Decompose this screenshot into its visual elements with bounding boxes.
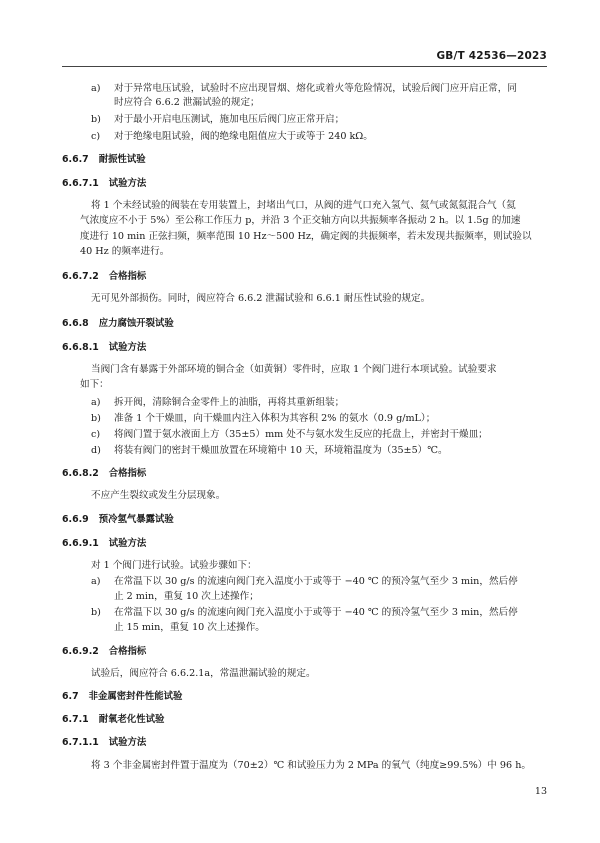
section-number: 6.7	[62, 691, 79, 702]
section-title: 试验方法	[108, 342, 147, 353]
section-number: 6.6.9.2	[62, 646, 99, 657]
section-number: 6.6.9.1	[62, 538, 99, 549]
body-text-line: 无可见外部损伤。同时，阀应符合 6.6.2 泄漏试验和 6.6.1 耐压性试验的规定。	[91, 293, 431, 304]
list-item-label: a)	[91, 397, 101, 408]
list-item-label: c)	[91, 131, 101, 142]
list-item-text: 止 15 min，重复 10 次上述操作。	[114, 622, 265, 633]
section-number: 6.6.7.2	[62, 271, 99, 282]
section-heading	[62, 177, 146, 190]
section-heading	[62, 736, 146, 749]
section-heading	[62, 513, 174, 526]
list-item-text: 将装有阀门的密封干燥皿放置在环境箱中 10 天，环境箱温度为（35±5）℃。	[114, 445, 448, 456]
list-item-label: c)	[91, 429, 101, 440]
list-item-label: b)	[91, 413, 101, 424]
list-item-text: 时应符合 6.6.2 泄漏试验的规定；	[114, 97, 260, 108]
section-number: 6.6.8	[62, 318, 89, 329]
section-heading	[62, 153, 146, 166]
body-text-line: 将 3 个非金属密封件置于温度为（70±2）℃ 和试验压力为 2 MPa 的氧气（纯度≥99.5%）中 96 h。	[91, 760, 531, 771]
section-title: 合格指标	[108, 646, 147, 657]
section-number: 6.6.8.2	[62, 468, 99, 479]
section-heading	[62, 690, 182, 703]
section-title: 合格指标	[108, 468, 147, 479]
section-heading	[62, 341, 146, 354]
section-heading	[62, 270, 146, 283]
section-heading	[62, 713, 164, 726]
list-item-text: 对于最小开启电压测试，施加电压后阀门应正常开启；	[114, 114, 345, 125]
list-item-text: 对于绝缘电阻试验，阀的绝缘电阻值应大于或等于 240 kΩ。	[114, 131, 373, 142]
list-item-text: 对于异常电压试验，试验时不应出现冒烟、熔化或着火等危险情况，试验后阀门应开启正常，同	[114, 83, 517, 94]
section-title: 耐氧老化性试验	[98, 714, 165, 725]
section-heading	[62, 537, 146, 550]
section-title: 非金属密封件性能试验	[88, 691, 183, 702]
section-heading	[62, 645, 146, 658]
list-item-text: 将阀门置于氨水液面上方（35±5）mm 处不与氨水发生反应的托盘上，并密封干燥皿；	[114, 429, 488, 440]
section-title: 试验方法	[108, 538, 147, 549]
section-title: 试验方法	[108, 178, 147, 189]
list-item-text: 准备 1 个干燥皿，向干燥皿内注入体积为其容积 2% 的氨水（0.9 g/mL）；	[114, 413, 436, 424]
section-heading	[62, 467, 146, 480]
list-item-text: 止 2 min，重复 10 次上述操作；	[114, 591, 259, 602]
section-number: 6.6.9	[62, 514, 89, 525]
section-number: 6.6.8.1	[62, 342, 99, 353]
body-text-line: 气浓度应不小于 5%）至公称工作压力 p，并沿 3 个正交轴方向以共振频率各振动 2 h。以 1.5g 的加速	[80, 215, 521, 226]
section-title: 合格指标	[108, 271, 147, 282]
list-item-label: b)	[91, 607, 101, 618]
list-item-label: b)	[91, 114, 101, 125]
list-item-text: 拆开阀，清除铜合金零件上的油脂，再将其重新组装；	[114, 397, 345, 408]
body-text-line: 不应产生裂纹或发生分层现象。	[91, 490, 226, 501]
section-title: 试验方法	[108, 737, 147, 748]
section-number: 6.7.1	[62, 714, 89, 725]
body-text-line: 将 1 个未经试验的阀装在专用装置上，封堵出气口，从阀的进气口充入氢气、氦气或氮氦混合气（氦	[91, 200, 516, 211]
list-item-text: 在常温下以 30 g/s 的流速向阀门充入温度小于或等于 −40 ℃ 的预冷氢气至少 3 min，然后停	[114, 576, 518, 587]
section-number: 6.6.7.1	[62, 178, 99, 189]
section-heading	[62, 317, 174, 330]
body-text-line: 对 1 个阀门进行试验。试验步骤如下：	[91, 560, 257, 571]
body-text-line: 度进行 10 min 正弦扫频，频率范围 10 Hz～500 Hz，确定阀的共振频率，若未发现共振频率，则试验以	[80, 231, 532, 242]
section-title: 应力腐蚀开裂试验	[98, 318, 174, 329]
page-number: 13	[534, 786, 547, 797]
body-text-line: 当阀门含有暴露于外部环境的铜合金（如黄铜）零件时，应取 1 个阀门进行本项试验。试验要求	[91, 364, 497, 375]
list-item-text: 在常温下以 30 g/s 的流速向阀门充入温度小于或等于 −40 ℃ 的预冷氢气至少 3 min，然后停	[114, 607, 518, 618]
section-title: 耐振性试验	[98, 154, 146, 165]
list-item-label: a)	[91, 83, 101, 94]
section-number: 6.7.1.1	[62, 737, 99, 748]
section-number: 6.6.7	[62, 154, 89, 165]
section-title: 预冷氢气暴露试验	[98, 514, 174, 525]
list-item-label: d)	[91, 445, 101, 456]
body-text-line: 试验后，阀应符合 6.6.2.1a，常温泄漏试验的规定。	[91, 668, 316, 679]
list-item-label: a)	[91, 576, 101, 587]
standard-number: GB/T 42536—2023	[436, 50, 547, 62]
body-text-line: 如下：	[80, 379, 109, 390]
body-text-line: 40 Hz 的频率进行。	[80, 246, 170, 257]
